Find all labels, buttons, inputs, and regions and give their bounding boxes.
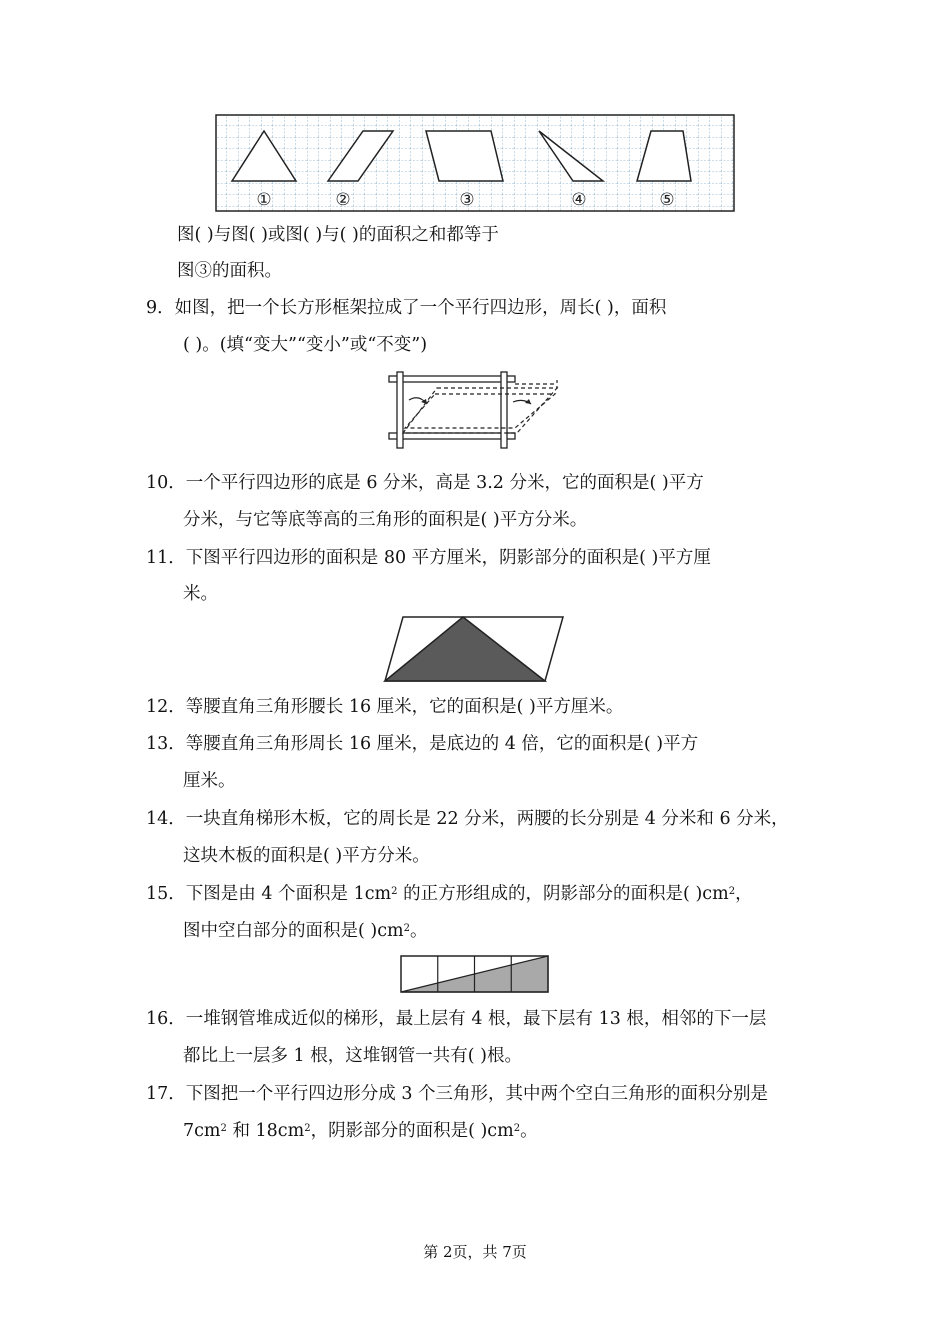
q17-text-b: 和 18cm xyxy=(226,1121,305,1141)
figure-label-3: ③ xyxy=(459,190,475,210)
q15-text-d: 图中空白部分的面积是( )cm xyxy=(183,921,404,941)
four-squares-figure xyxy=(400,955,552,995)
grid-shapes-figure xyxy=(215,114,735,212)
q17-line-2 xyxy=(183,1120,538,1142)
q17-sup-3: 2 xyxy=(513,1123,521,1134)
figure-label-1: ① xyxy=(256,190,272,210)
q15-text-b: 的正方形组成的，阴影部分的面积是( )cm xyxy=(397,884,729,904)
q11-line-2: 米。 xyxy=(183,584,218,604)
q14-line-1: 14．一块直角梯形木板，它的周长是 22 分米，两腰的长分别是 4 分米和 6 分米， xyxy=(146,809,789,829)
q15-line-2 xyxy=(183,920,428,942)
q14-line-2: 这块木板的面积是( )平方分米。 xyxy=(183,846,430,866)
q16-line-1: 16．一堆钢管堆成近似的梯形，最上层有 4 根，最下层有 13 根，相邻的下一层 xyxy=(146,1009,767,1029)
q13-line-2: 厘米。 xyxy=(183,771,236,791)
q8-line-2: 图③的面积。 xyxy=(177,261,282,281)
q17-line-1: 17．下图把一个平行四边形分成 3 个三角形，其中两个空白三角形的面积分别是 xyxy=(146,1084,769,1104)
q8-line-1: 图( )与图( )或图( )与( )的面积之和都等于 xyxy=(177,225,499,245)
q15-sup-2: 2 xyxy=(728,886,736,897)
q15-sup-1: 2 xyxy=(391,886,398,897)
q9-line-2: ( )。(填“变大”“变小”或“不变”) xyxy=(183,335,428,355)
parallelogram-shaded-figure xyxy=(383,614,567,684)
frame-figure xyxy=(385,370,563,452)
q15-sup-3: 2 xyxy=(403,923,410,934)
q17-text-d: 。 xyxy=(520,1121,538,1141)
figure-label-2: ② xyxy=(335,190,351,210)
q15-line-1 xyxy=(146,883,753,905)
q16-line-2: 都比上一层多 1 根，这堆钢管一共有( )根。 xyxy=(183,1046,522,1066)
q15-text-e: 。 xyxy=(410,921,428,941)
q11-line-1: 11．下图平行四边形的面积是 80 平方厘米，阴影部分的面积是( )平方厘 xyxy=(146,548,711,568)
q17-sup-2: 2 xyxy=(304,1123,311,1134)
q12-line-1: 12．等腰直角三角形腰长 16 厘米，它的面积是( )平方厘米。 xyxy=(146,697,624,717)
q13-line-1: 13．等腰直角三角形周长 16 厘米，是底边的 4 倍，它的面积是( )平方 xyxy=(146,734,699,754)
q10-line-1: 10．一个平行四边形的底是 6 分米，高是 3.2 分米，它的面积是( )平方 xyxy=(146,473,704,493)
q10-line-2: 分米，与它等底等高的三角形的面积是( )平方分米。 xyxy=(183,510,588,530)
figure-label-5: ⑤ xyxy=(659,190,675,210)
q15-text-a: 15．下图是由 4 个面积是 1cm xyxy=(146,884,392,904)
shape-3-trapezoid xyxy=(426,131,503,181)
q17-text-c: ，阴影部分的面积是( )cm xyxy=(310,1121,514,1141)
q17-text-a: 7cm xyxy=(183,1121,221,1141)
q17-sup-1: 2 xyxy=(220,1123,227,1134)
q15-text-c: ， xyxy=(735,884,753,904)
figure-label-4: ④ xyxy=(571,190,587,210)
page-footer: 第 2页，共 7页 xyxy=(423,1243,527,1261)
q9-line-1: 9．如图，把一个长方形框架拉成了一个平行四边形，周长( )，面积 xyxy=(146,298,667,318)
